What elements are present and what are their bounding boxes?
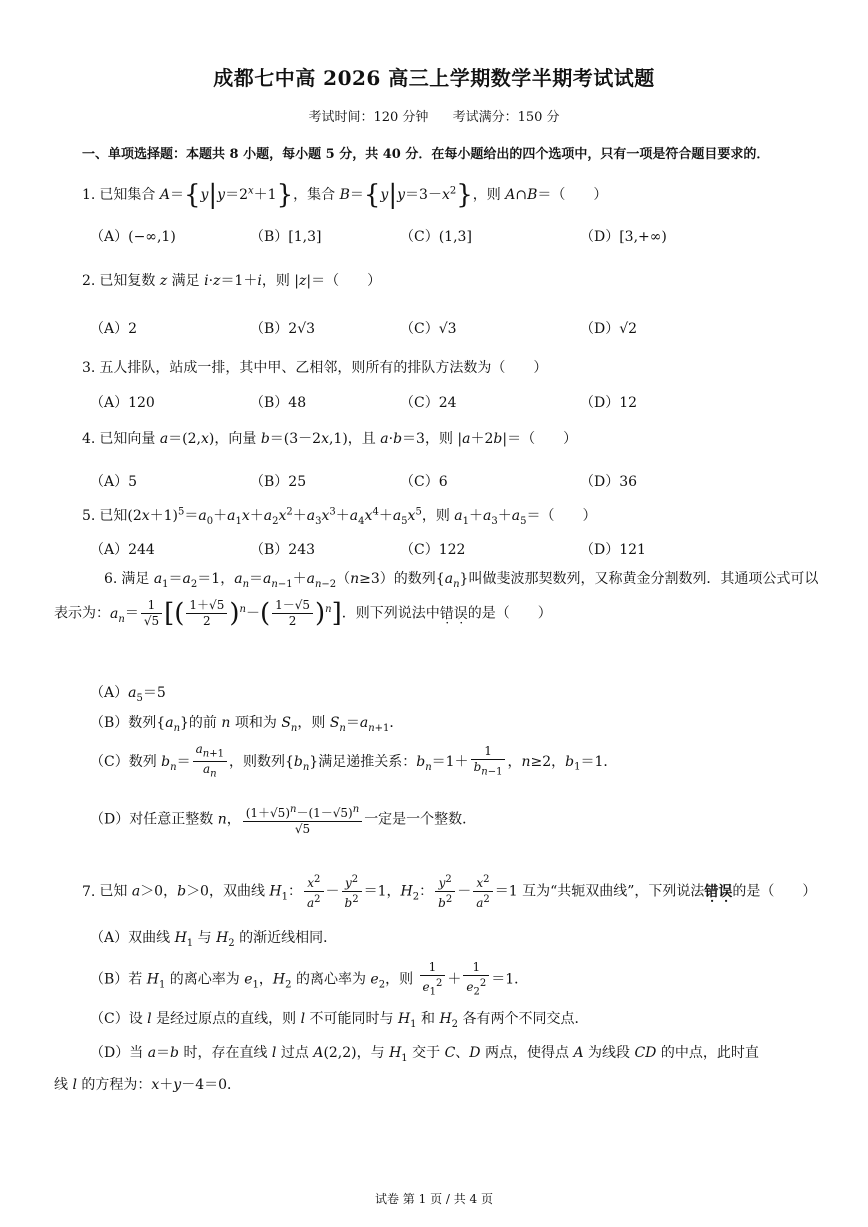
q5-option-b[interactable]: （B）243 [250,542,316,558]
question-3: 3. 五人排队，站成一排，其中甲、乙相邻，则所有的排队方法数为（ ） [82,360,548,376]
question-4: 4. 已知向量 a＝(2,x)，向量 b＝(3－2x,1)，且 a·b＝3，则 |a＋2b|＝（ ） [82,431,578,447]
q4-option-d[interactable]: （D）36 [580,474,638,490]
q5-option-d[interactable]: （D）121 [580,542,646,558]
q6-option-b[interactable]: （B）数列$\{a_n\}$的前 n 项和为 $S_n$，则 $S_n=a_{n+1}$． [90,715,404,734]
question-1: 1. 已知集合 $A=\{y|y=2^x+1\}$，集合 $B=\{y|y=3-x^2\}$，则 A∩B＝（ ） [82,180,608,210]
question-7: 7. 已知 a＞0，b＞0，双曲线 $H_1$： $\frac{x^2}{a^2}$ － $\frac{y^2}{b^2}$ ＝1，$H_2$： $\frac{y^2}{b^2}$ － $\frac{x^2}{a^2}$ ＝1 互为“共轭双曲线”，下列说法错误的是（ ） [82,874,817,910]
exam-info [0,106,868,125]
q1-option-b[interactable]: （B）[1,3] [250,229,322,245]
question-5: 5. 已知$(2x+1)^5=a_0+a_1x+a_2x^2+a_3x^3+a_4x^4+a_5x^5$，则 $a_1+a_3+a_5=$（ ） [82,506,597,527]
q7-option-d-cont: 线 l 的方程为：x＋y－4＝0． [54,1077,242,1093]
q5-option-a[interactable]: （A）244 [90,542,155,558]
q6-option-c[interactable]: （C）数列 $b_n=$ $\frac{a_{n+1}}{a_n}$ ，则数列$\{b_n\}$满足递推关系：$b_n=1+$ $\frac{1}{b_{n-1}}$ ，n≥2，$b_1=1$． [90,742,618,780]
page-footer: 试卷 第 1 页 / 共 4 页 [374,1192,493,1206]
q6-option-a[interactable]: $(A)a_5=5$ [90,685,166,704]
q7-option-d[interactable]: （D）当 a＝b 时，存在直线 l 过点 A(2,2)，与 $H_1$ 交于 C、D 两点，使得点 A 为线段 CD 的中点，此时直 [90,1045,759,1064]
q3-option-b[interactable]: （B）48 [250,395,307,411]
q2-option-c[interactable]: （C）√3 [400,321,457,337]
exam-score: 考试满分：150 分 [452,110,560,125]
q4-option-a[interactable]: （A）5 [90,474,138,490]
q5-option-c[interactable]: （C）122 [400,542,466,558]
q7-option-b[interactable]: （B）若 $H_1$ 的离心率为 $e_1$，$H_2$ 的离心率为 $e_2$，则 $\frac{1}{e_1^2}$ ＋ $\frac{1}{e_2^2}$ ＝1． [90,960,529,998]
q2-option-d[interactable]: （D）√2 [580,321,638,337]
q1-option-c[interactable]: （C）(1,3] [400,229,472,245]
q6-formula-line: 表示为：$a_n=$ $\frac{1}{√5}$ [( $\frac{1+√5}{2}$ )$^n$－( $\frac{1-√5}{2}$ )$^n$]．则下列说法中错误的是（ ） [54,598,552,629]
q6-option-d[interactable]: （D）对任意正整数 n， $\frac{(1+√5)^n-(1-√5)^n}{√5}$ 一定是一个整数． [90,804,477,836]
q7-option-c[interactable]: （C）设 l 是经过原点的直线，则 l 不可能同时与 $H_1$ 和 $H_2$ 各有两个不同交点． [90,1011,589,1030]
exam-title: 成都七中高 2026 高三上学期数学半期考试试题 [213,66,655,90]
q2-option-a[interactable]: （A）2 [90,321,138,337]
q7-option-a[interactable]: （A）双曲线 $H_1$ 与 $H_2$ 的渐近线相同． [90,930,338,949]
q1-option-a[interactable]: （A）(−∞,1) [90,229,176,245]
question-6: 6. 满足 $a_1=a_2=1$，$a_n=a_{n-1}+a_{n-2}(n\ge 3)$的数列$\{a_n\}$叫做斐波那契数列，又称黄金分割数列．其通项公式可以 [104,571,819,590]
q4-option-b[interactable]: （B）25 [250,474,307,490]
exam-time: 考试时间：120 分钟 [308,110,429,125]
q2-option-b[interactable]: （B）2√3 [250,321,316,337]
q4-option-c[interactable]: （C）6 [400,474,448,490]
q3-option-a[interactable]: （A）120 [90,395,155,411]
q3-option-c[interactable]: （C）24 [400,395,457,411]
q3-option-d[interactable]: （D）12 [580,395,638,411]
question-2: 2. 已知复数 z 满足 i·z＝1＋i，则 |z|＝（ ） [82,273,382,289]
q1-option-d[interactable]: （D）[3,+∞) [580,229,667,245]
section-heading: 一、单项选择题：本题共 8 小题，每小题 5 分，共 40 分．在每小题给出的四个选项中，只有一项是符合题目要求的． [82,147,770,162]
